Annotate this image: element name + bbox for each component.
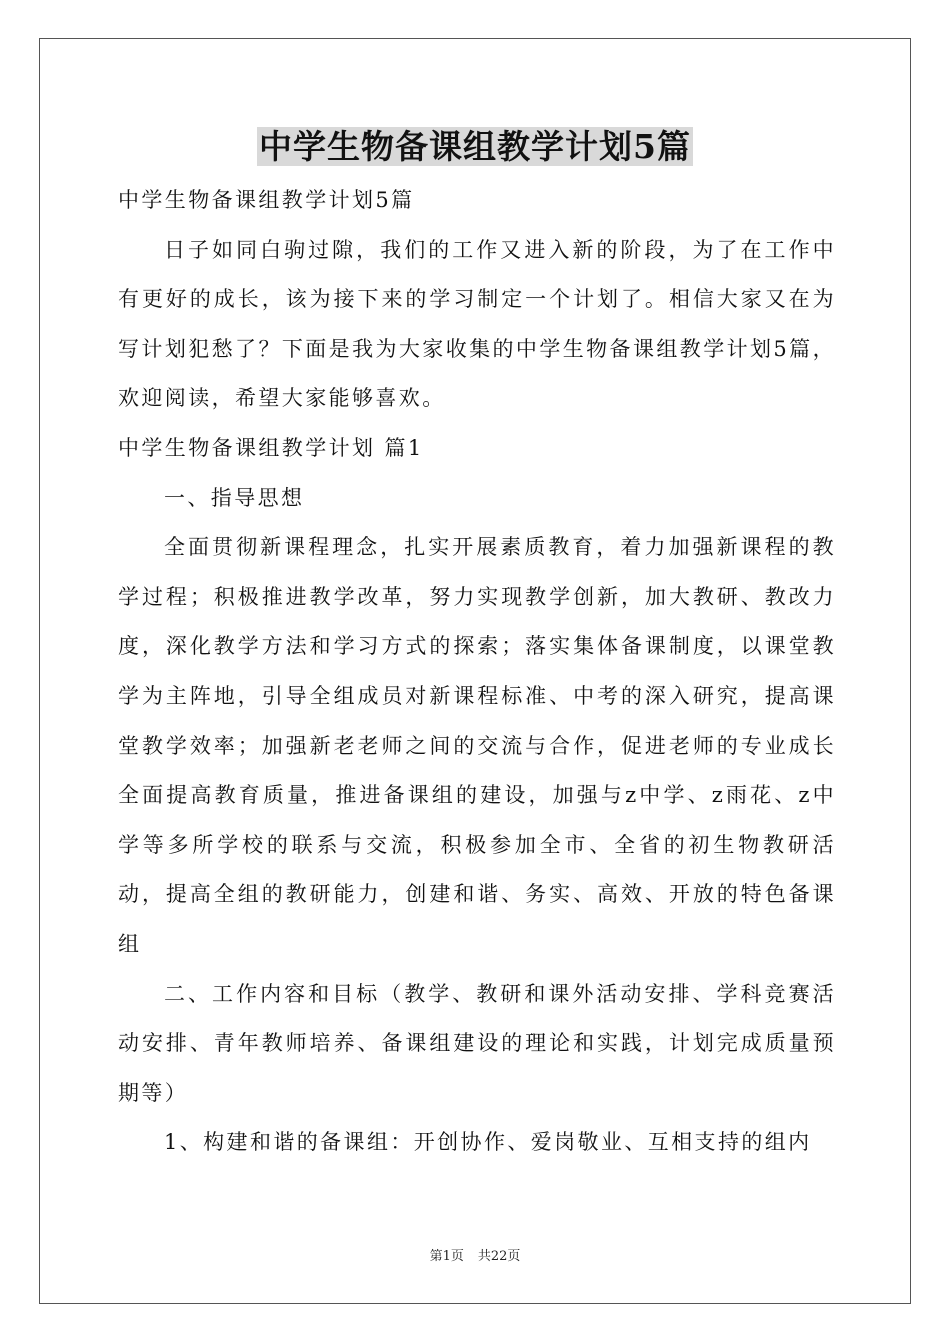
- subsection-heading: 一、指导思想: [164, 485, 305, 510]
- document-title: [0, 124, 950, 170]
- page-total: 共22页: [477, 1249, 521, 1264]
- document-title-text: 中学生物备课组教学计划5篇: [259, 127, 691, 166]
- paragraph-subtitle: 中学生物备课组教学计划5篇: [118, 188, 415, 212]
- paragraph-guiding-ideology: 全面贯彻新课程理念，扎实开展素质教育，着力加强新课程的教学过程；积极推进教学改革，努力实现教学创新，加大教研、教改力度，深化教学方法和学习方式的探索；落实集体备课制度，以课堂教学为主阵地，引导全组成员对新课程标准、中考的深入研究，提高课堂教学效率；加强新老老师之间的交流与合作，促进老师的专业成长全面提高教育质量，推进备课组的建设，加强与z中学、z雨花、z中学等多所学校的联系与交流，积极参加全市、全省的初生物教研活动，提高全组的教研能力，创建和谐、务实、高效、开放的特色备课组: [118, 535, 836, 956]
- paragraph-item-1: 1、构建和谐的备课组：开创协作、爱岗敬业、互相支持的组内: [164, 1130, 812, 1155]
- section-heading: 中学生物备课组教学计划 篇1: [118, 435, 424, 460]
- paragraph-intro: 日子如同白驹过隙，我们的工作又进入新的阶段，为了在工作中有更好的成长，该为接下来的学习制定一个计划了。相信大家又在为写计划犯愁了？下面是我为大家收集的中学生物备课组教学计划5篇，欢迎阅读，希望大家能够喜欢。: [118, 237, 836, 411]
- paragraph-work-content: 二、工作内容和目标（教学、教研和课外活动安排、学科竞赛活动安排、青年教师培养、备课组建设的理论和实践，计划完成质量预期等）: [118, 981, 836, 1105]
- page-number: 第1页: [429, 1249, 464, 1264]
- page-footer: [0, 1248, 950, 1266]
- document-body: [118, 176, 836, 1168]
